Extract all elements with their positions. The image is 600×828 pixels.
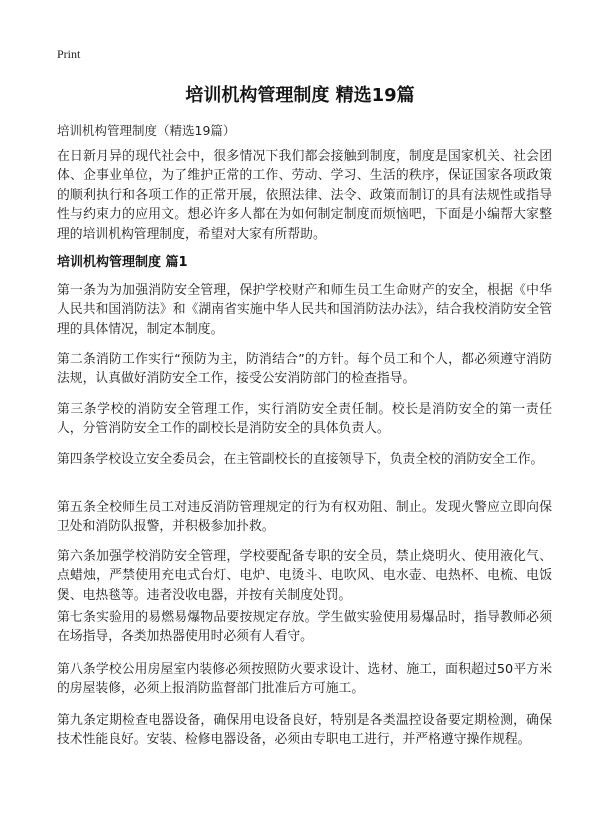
- article-7: 第七条实验用的易燃易爆物品要按规定存放。学生做实验使用易爆品时，指导教师必须在场指导，各类加热器使用时必须有人看守。: [57, 610, 552, 645]
- section-heading: 培训机构管理制度 篇1: [57, 255, 188, 270]
- document-subtitle: 培训机构管理制度（精选19篇）: [57, 123, 236, 138]
- intro-paragraph: 在日新月异的现代社会中，很多情况下我们都会接触到制度，制度是国家机关、社会团体、企事业单位，为了维护正常的工作、劳动、学习、生活的秩序，保证国家各项政策的顺利执行和各项工作的正常开展，依照法律、法令、政策而制订的具有法规性或指导性与约束力的应用文。想必许多人都在为如何制定制度而烦恼吧，下面是小编帮大家整理的培训机构管理制度，希望对大家有所帮助。: [57, 149, 552, 242]
- article-5: 第五条全校师生员工对违反消防管理规定的行为有权劝阻、制止。发现火警应立即向保卫处和消防队报警，并积极参加扑救。: [57, 500, 552, 535]
- article-6: 第六条加强学校消防安全管理，学校要配备专职的安全员，禁止烧明火、使用液化气、点蜡烛，严禁使用充电式台灯、电炉、电烫斗、电吹风、电水壶、电热杯、电梳、电饭煲、电热毯等。违者没收电器，并按有关制度处罚。: [57, 549, 552, 603]
- page-title: 培训机构管理制度 精选19篇: [185, 85, 415, 106]
- article-1: 第一条为为加强消防安全管理，保护学校财产和师生员工生命财产的安全，根据《中华人民共和国消防法》和《湖南省实施中华人民共和国消防法办法》，结合我校消防安全管理的具体情况，制定本制度。: [57, 283, 552, 337]
- article-9: 第九条定期检查电器设备，确保用电设备良好，特别是各类温控设备要定期检测，确保技术性能良好。安装、检修电器设备，必须由专职电工进行，并严格遵守操作规程。: [57, 713, 552, 748]
- print-label: Print: [57, 47, 81, 61]
- article-2: 第二条消防工作实行“预防为主，防消结合”的方针。每个员工和个人，都必须遵守消防法规，认真做好消防安全工作，接受公安消防部门的检查指导。: [57, 352, 552, 387]
- article-8: 第八条学校公用房屋室内装修必须按照防火要求设计、选材、施工，面积超过50平方米的房屋装修，必须上报消防监督部门批准后方可施工。: [57, 662, 552, 697]
- article-3: 第三条学校的消防安全管理工作，实行消防安全责任制。校长是消防安全的第一责任人，分管消防安全工作的副校长是消防安全的具体负责人。: [57, 402, 552, 437]
- article-4: 第四条学校设立安全委员会，在主管副校长的直接领导下，负责全校的消防安全工作。: [57, 452, 544, 467]
